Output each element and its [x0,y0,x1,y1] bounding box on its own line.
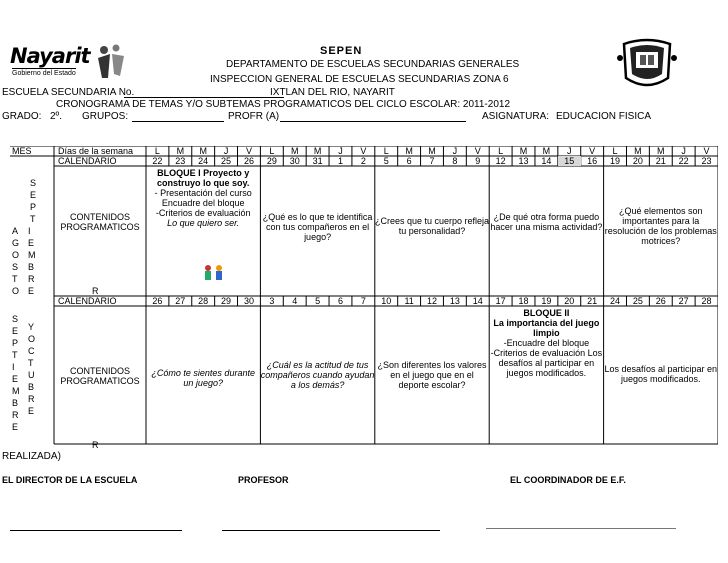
date-cell: 14 [472,296,483,306]
month-letter: E [28,286,35,296]
date-cell: 5 [383,156,389,166]
date-cell: 6 [337,296,343,306]
question-cell: ¿Crees que tu cuerpo refleja tu personalidad? [374,216,490,236]
groups-label: GRUPOS: [82,111,129,122]
schedule-table [10,146,718,460]
date-cell: 22 [152,156,163,166]
month-letter: B [12,398,19,408]
days-of-week-label: Días de la semana [58,146,134,156]
mes-header: MES [12,146,32,156]
date-cell: 6 [406,156,412,166]
inspection-label: INSPECCION GENERAL DE ESCUELAS SECUNDARIAS ZONA 6 [210,74,509,85]
groups-line [132,121,224,122]
weekday-cell: J [223,146,229,156]
weekday-cell: M [199,146,207,156]
month-letter: O [12,286,20,296]
weekday-cell: M [657,146,665,156]
weekday-cell: L [383,146,389,156]
weekday-cell: M [634,146,642,156]
month-letter: R [12,410,19,420]
month-letter: B [28,262,35,272]
date-cell: 12 [426,296,437,306]
director-signature-line [10,530,182,531]
month-letter: Y [28,322,35,332]
contents-label: CONTENIDOS PROGRAMATICOS [60,212,140,232]
question-cell: ¿Qué es lo que te identifica con tus compañeros en el juego? [262,212,373,242]
weekday-cell: J [338,146,343,156]
weekday-cell: M [519,146,528,156]
question-cell: ¿Cómo te sientes durante un juego? [151,368,255,388]
school-label: ESCUELA SECUNDARIA No. [2,87,135,98]
month-letter: I [28,226,31,236]
month-letter: E [30,190,37,200]
month-letter: E [12,326,19,336]
r-mark: R [92,440,99,450]
month-letter: A [12,226,19,236]
date-cell: 16 [587,156,598,166]
block2-title: La importancia del juego limpio [493,318,600,338]
weekday-cell: L [612,146,618,156]
month-letter: P [30,202,37,212]
department-label: DEPARTAMENTO DE ESCUELAS SECUNDARIAS GENERALES [226,59,520,70]
weekday-cell: V [703,146,710,156]
children-icon [203,264,225,282]
director-label: EL DIRECTOR DE LA ESCUELA [2,475,138,485]
nayarit-logo [10,44,128,84]
block1-item: - Presentación del curso [154,188,252,198]
subject-value: EDUCACION FISICA [556,111,652,122]
subject-label: ASIGNATURA: [482,111,550,122]
weekday-cell: J [681,146,686,156]
date-cell: 26 [152,296,163,306]
question-cell: ¿Cuál es la actitud de tus compañeros cuando ayudan a los demás? [260,360,375,390]
date-cell: 28 [198,296,209,306]
date-cell: 25 [632,296,643,306]
date-cell: 30 [243,296,254,306]
weekday-cell: M [428,146,436,156]
weekday-cell: L [498,146,504,156]
teacher-line [280,121,466,122]
block1-item: Encuadre del bloque [161,198,245,208]
date-cell: 10 [381,296,392,306]
weekday-cell: M [313,146,322,156]
date-cell: 1 [337,156,343,166]
question-cell: ¿Qué elementos son importantes para la resolución de los problemas motrices? [604,206,717,246]
date-cell: 29 [221,296,232,306]
date-cell: 7 [429,156,435,166]
date-cell: 13 [449,296,460,306]
date-cell: 17 [495,296,506,306]
month-letter: E [28,238,35,248]
date-cell: 23 [701,156,712,166]
coordinator-label: EL COORDINADOR DE E.F. [510,475,626,485]
weekday-cell: L [154,146,160,156]
grade-value: 2º. [50,111,62,122]
month-letter: O [28,334,36,344]
weekday-cell: L [269,146,275,156]
date-cell: 25 [221,156,232,166]
month-letter: I [12,362,15,372]
month-letter: T [30,214,36,224]
month-letter: U [28,370,35,380]
seal-icon [616,38,678,92]
weekday-cell: V [360,146,367,156]
month-letter: E [12,374,19,384]
date-cell: 2 [360,156,366,166]
date-cell: 29 [266,156,277,166]
month-letter: S [12,262,19,272]
weekday-cell: J [452,146,458,156]
weekday-cell: V [245,146,252,156]
date-cell: 7 [360,296,366,306]
month-letter: R [28,274,35,284]
date-cell: 28 [701,296,712,306]
grade-label: GRADO: [2,111,42,122]
question-cell: Los desafíos al participar en juegos modificados. [604,364,718,384]
school-number-line [124,97,284,98]
profesor-signature-line [222,530,440,531]
realizada-label: REALIZADA) [2,451,61,462]
date-cell: 23 [175,156,186,166]
date-cell: 20 [564,296,575,306]
month-letter: M [12,386,20,396]
month-letter: T [12,350,18,360]
block1-title: BLOQUE I Proyecto y construyo lo que soy. [157,168,250,188]
profesor-label: PROFESOR [238,475,289,485]
date-cell: 26 [655,296,666,306]
weekday-cell: M [405,146,413,156]
calendar-label: CALENDARIO [58,156,117,166]
date-cell: 11 [404,296,414,306]
month-letter: E [28,406,35,416]
date-cell: 13 [518,156,529,166]
weekday-cell: J [567,146,572,156]
weekday-cell: V [589,146,596,156]
date-cell: 18 [518,296,529,306]
date-cell: 30 [289,156,300,166]
date-cell: 27 [175,296,186,306]
month-letter: T [28,358,34,368]
month-letter: G [12,238,20,248]
month-letter: P [12,338,19,348]
date-cell: 14 [541,156,552,166]
date-cell: 19 [541,296,552,306]
weekday-cell: V [474,146,481,156]
block1-item: -Criterios de evaluación [155,208,251,218]
month-letter: S [12,314,19,324]
logo-brand: Nayarit [10,44,90,68]
block2-item: -Encuadre del bloque [503,338,590,348]
date-cell: 20 [632,156,643,166]
date-cell: 19 [610,156,621,166]
month-letter: B [28,382,35,392]
date-cell: 21 [655,156,666,166]
calendar-label: CALENDARIO [58,296,117,306]
date-cell: 5 [315,296,321,306]
date-cell: 8 [452,156,458,166]
chronogram-label: CRONOGRAMA DE TEMAS Y/O SUBTEMAS PROGRAMATICOS DEL CICLO ESCOLAR: 2011-2012 [56,99,511,110]
month-letter: C [28,346,35,356]
sepen-title: SEPEN [320,45,363,57]
block2-item: -Criterios de evaluación Los desafíos al participar en juegos modificados. [490,348,603,378]
month-letter: O [12,250,20,260]
date-cell: 15 [558,156,581,166]
date-cell: 26 [243,156,254,166]
date-cell: 22 [678,156,689,166]
month-letter: R [28,394,35,404]
month-letter: T [12,274,18,284]
teacher-label: PROFR (A) [228,111,280,122]
date-cell: 24 [198,156,209,166]
date-cell: 4 [292,296,298,306]
month-letter: M [28,250,36,260]
coordinator-signature-line [486,528,676,529]
question-cell: ¿Son diferentes los valores en el juego que en el deporte escolar? [377,360,487,390]
date-cell: 24 [610,296,621,306]
date-cell: 21 [587,296,598,306]
date-cell: 9 [475,156,481,166]
location-label: IXTLAN DEL RIO, NAYARIT [270,87,395,98]
contents-label: CONTENIDOS PROGRAMATICOS [60,366,140,386]
logo-subtitle: Gobierno del Estado [12,70,76,77]
r-mark: R [92,286,99,296]
weekday-cell: M [176,146,185,156]
people-logo-icon [94,44,128,80]
block1-item: Lo que quiero ser. [167,218,240,228]
question-cell: ¿De qué otra forma puedo hacer una misma actividad? [490,212,603,232]
month-letter: E [12,422,19,432]
date-cell: 3 [269,296,275,306]
date-cell: 12 [495,156,506,166]
date-cell: 27 [678,296,689,306]
weekday-cell: M [542,146,551,156]
weekday-cell: M [290,146,299,156]
block2-label: BLOQUE II [523,308,570,318]
month-letter: S [30,178,37,188]
date-cell: 31 [312,156,323,166]
